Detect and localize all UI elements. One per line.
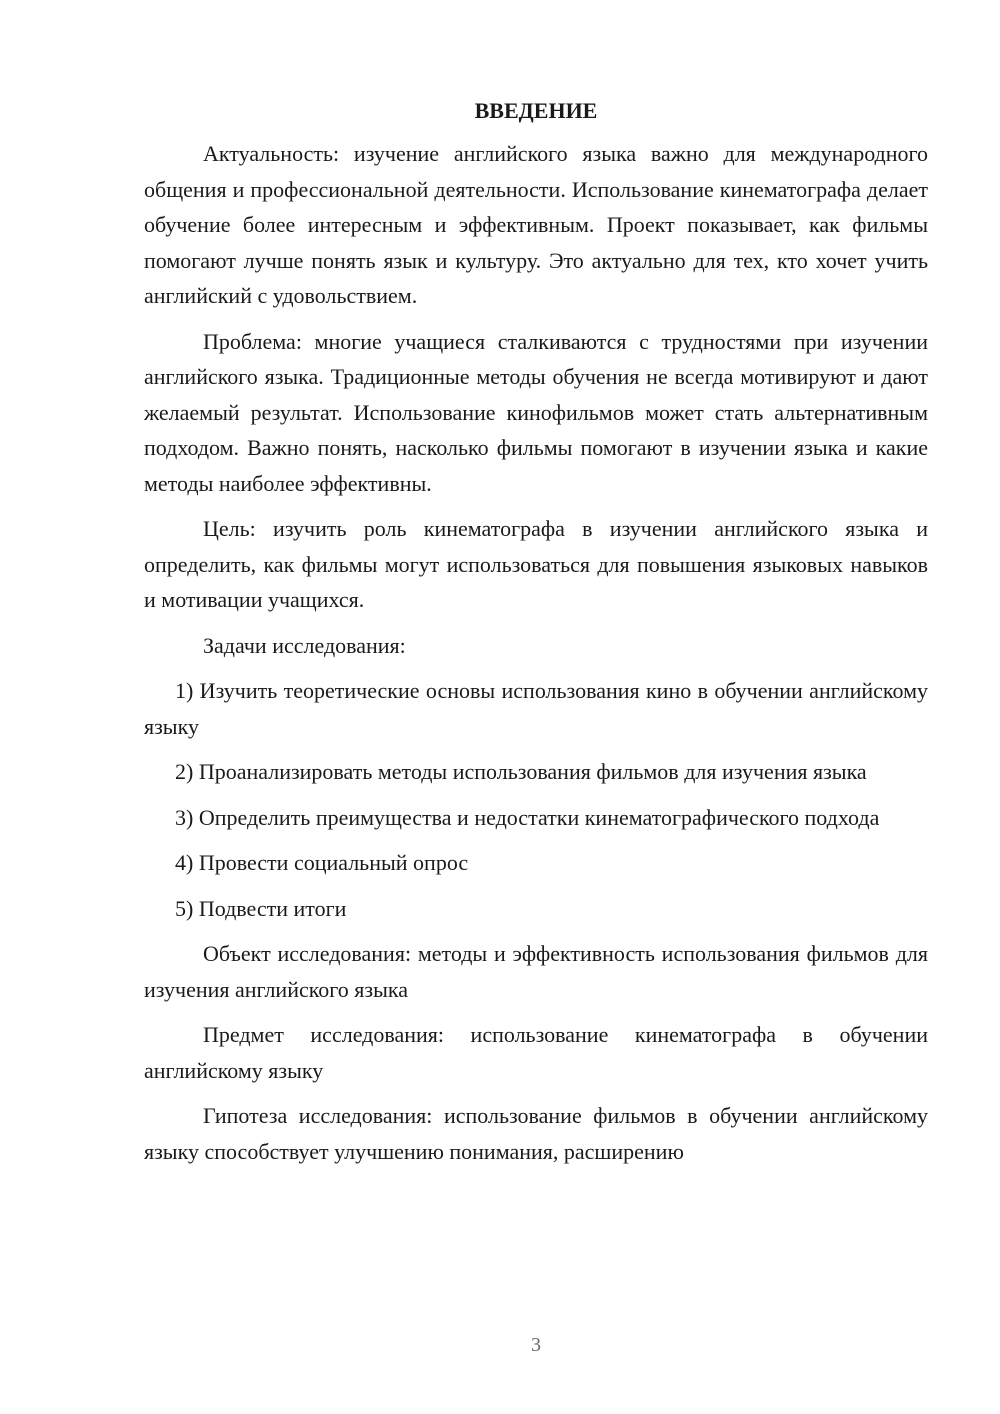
paragraph-object: Объект исследования: методы и эффективность использования фильмов для изучения английского языка xyxy=(144,941,928,1002)
paragraph-goal: Цель: изучить роль кинематографа в изучении английского языка и определить, как фильмы могут использоваться для повышения языковых навыков и мотивации учащихся. xyxy=(144,516,928,612)
paragraph-subject: Предмет исследования: использование кинематографа в обучении английскому языку xyxy=(144,1022,928,1083)
paragraph-tasks-heading: Задачи исследования: xyxy=(203,632,406,658)
task-item-3: 3) Определить преимущества и недостатки кинематографического подхода xyxy=(175,804,880,830)
task-item-5: 5) Подвести итоги xyxy=(175,895,347,921)
task-item-2: 2) Проанализировать методы использования фильмов для изучения языка xyxy=(175,759,867,784)
page-title: ВВЕДЕНИЕ xyxy=(474,98,598,123)
paragraph-problem: Проблема: многие учащиеся сталкиваются с трудностями при изучении английского языка. Традиционные методы обучения не всегда мотивируют и дают желаемый результат. Использование кинофильмов может стать альтернативным подходом. Важно понять, насколько фильмы помогают в изучении языка и какие методы наиболее эффективны. xyxy=(144,328,928,496)
document-page xyxy=(144,96,928,1179)
paragraph-relevance: Актуальность: изучение английского языка важно для международного общения и профессиональной деятельности. Использование кинематографа делает обучение более интересным и эффективным. Проект показывает, как фильмы помогают лучше понять язык и культуру. Это актуально для тех, кто хочет учить английский с удовольствием. xyxy=(144,141,928,308)
task-item-1: 1) Изучить теоретические основы использования кино в обучении английскому языку xyxy=(144,678,928,739)
page-number: 3 xyxy=(531,1334,541,1356)
paragraph-hypothesis: Гипотеза исследования: использование фильмов в обучении английскому языку способствует улучшению понимания, расширению xyxy=(144,1103,928,1164)
task-item-4: 4) Провести социальный опрос xyxy=(175,850,469,875)
